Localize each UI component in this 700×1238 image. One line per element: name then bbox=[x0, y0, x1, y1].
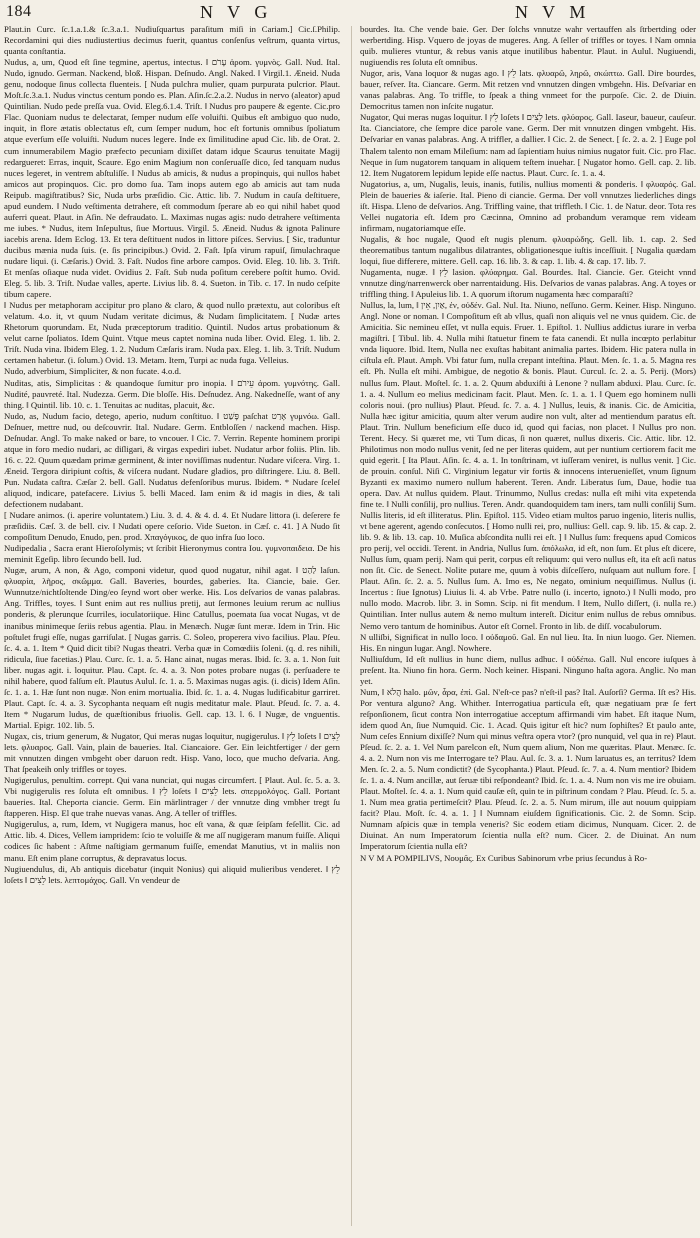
entry-paragraph: Nugigerulus, a, rum, Idem, vt Nugigera manus, hoc eſt vana, & quæ ſeipſam feſellit. Cic. ad Attic. lib. 4. Dices, Vellem iampridem: ſcio te voluiſſe & me aſſ nugigeram manum fuiſſe. Aliqui codices ſic habent : Aſtme naſtigiam germanum fuiſſe, emendat Manutius, vt in maliis non manu. Eſt enim plane corruptus, & depravatus locus. bbox=[4, 819, 340, 863]
entry-paragraph: Nugigerulus, penultim. corrept. Qui vana nunciat, qui nugas circumfert. [ Plaut. Aul. ſc. 5. a. 3. Vbi nugigerulis res ſoluta eſt omnibus. ‖ לֵץ loſets ‖ לֵצִים lets. σπερμολόγος. Gall. Portant baueries. Ital. Cheporta ciancie. Germ. Ein märlintrager / der vnnutze ding vmbher tregt ſu ſtapperen. Hisp. El que trahe nuevas vanas. Ang. A teller of triffles. bbox=[4, 775, 340, 819]
entry-paragraph: Num, ‖ הֲלֹא halo. μῶν, ἆρα, ἐπί. Gal. N'eſt-ce pas? n'eſt-il pas? Ital. Auſorſi? Germa. Iſt es? His. Por ventura alguno? Ang. Whither. Interrogatiua particula eſt, quæ negatiuam præ ſe fert reſponſionem, ſicut contra Non interrogatiue acceptum affirmandi vim habet. Eſt itaque Num, idem quod An, ſiue Numquid. Cic. 1. Acad. Quis igitur eſt hic? num ſophiſtes? Et paulo ante, Num ceſes Ennium dixiſſe? Num qui minus veſtra opera vtor? (pro nunquid, vel qua in re) Plaut. Pſeud. ſc. 2. a. 1. Vel Num parelcon eſt, Num quem alium, Non me quæritas. Plaut. Menæc. ſc. 4. a. 2. Num non vis me Interrogare te? Plau. Aul. ſc. 3. a. 1. Num laruatus es, an territus? Idem Men. ſc. 2. a. 5. Num condictit? (de Sycophanta.) Plaut. Pſeud. ſc. 7. a. 4. Num mentior? Ibidem ſc. 1. a. 4. Num ancillæ, aut ſeruæ tibi reſpondeant? Ibid. ſc. 1. a. 4. Num non vis me ire obuiam. Plaut. Moſtel. ſc. 4. a. 1. Num quid cauſæ eſt, quin te in piſtrinum condam ? Plau. Pſeud. ſc. 5. a. 1. Num mea gratia pertimeſcit? Plau. Pſeud. ſc. 2. a. 5. Num mirum, ille aut nouum quippiam facit? Plau. Moſt. ſc. 4. a. 1. ] ‖ Numnam eiuſdem ſignificationis. Cic. 2. de Somn. Scip. Numnam aſpicis quæ in templa veneris? Sic eodem etiam dicimus, Nunquam. Cicer. 2. de Diuinat. An num Imperatorum ſcientia nulla eſt? num. Cicer. 2. de Diuinat. An num Imperatorum ſcientia nulla eſt? bbox=[360, 686, 696, 852]
entry-paragraph: Nugator, Qui meras nugas loquitur. ‖ לֵץ loſets ‖ לֵצִים lets. φλύαρος. Gall. Iaseur, baueur, cauſeur. Ita. Cianciatore, che ſempre dice parole vane. Germ. Der mit vnnutzen dingen vmbgeht. His. Deſvariar en vanas palabras. Ang. A triffler, a dallier. ‖ Cic. 2. de Senect. [ ſc. 2. a. 2. ] Euge pol Thalem talento non emam Mileſium: nam ad ſapientiam huius nimius nugator fuit. Cic. pro Flac. Neque in ſum nugatorem tanquam in aliquem teſtem inuehar. [ Nugator homo. Gell. cap. 2. lib. 12. Item Nugatorem lepidum lepide eſſe nactus. Plaut. Curc. ſc. 1. a. 4. bbox=[360, 112, 696, 178]
right-column bbox=[360, 24, 696, 1229]
page-header bbox=[0, 2, 700, 26]
entry-paragraph: bourdes. Ita. Che vende baie. Ger. Der ſolchs vnnutze wahr vertauffen als ſtrbertding oder werbertding. Hisp. Vquero de joyas de mugeres. Ang. A ſeller of triffles or toyes. ‖ Nam omnia quib. mulieres vtuntur, & rebus vanis atque inutilibus habentur. Plaut. in Aulul. Nugiuendi, nugiuendis res ſoluta eſt omnibus. bbox=[360, 24, 696, 68]
entry-paragraph: Nugamenta, nugæ. ‖ לֵץ lasion. φλύαρημα. Gal. Bourdes. Ital. Ciancie. Ger. Gteicht vnnd vnnutze ding/narrenwerck ober narrentaidung. His. Deſvarios de vanas palabras. Ang. A toyes or triffling thing. ‖ Apuleius lib. 1. A quorum iſtorum nugamenta hæc comparaſti? bbox=[360, 267, 696, 300]
entry-paragraph: Nudo, as, Nudum facio, detego, aperio, nudum conſtituo. ‖ פָּשַׁט paſchat אָרַט γυμνόω. Gall. Deſnuer, mettre nud, ou deſcouvrir. Ital. Nudare. Germ. Entbloſſen / nackend machen. Hisp. Deſnudar. Angl. To make naked or bare, to vncouer. ‖ Cic. 7. Verrin. Repente hominem proripi atque in foro medio nudari, ac diſligari, & virgas expediri iubet. Nudatur arbor foliis. Plin. lib. 16. c. 22. Quum quædam primæ germinent, & inter noviſſimas nudentur. Nudare viſcera. Virg. 1. Æneid. Tergora diripiunt coſtis, & viſcera nudant. Nudare gladios, pro diſtringere. Liu. 8. Bell. Pun. Nudata caſtra. Cæſar 2. bell. Gall. Nudatus defenſoribus murus. Ibidem. * Nudare ſceleſ aliquod, indicare, patefacere. Livius 5. belli Maced. Iam enim & id magis in dies, & tali defectionem nudabant. bbox=[4, 410, 340, 510]
entry-paragraph: Plaut.in Curc. ſc.1.a.1.& ſc.3.a.1. Nudiuſquartus paraſitum miſi in Cariam.] Cic.ſ.Philip. Recordamini qui dies nudiustertius decimus fuerit, quantus conſenſus veſtrum, quanta virtus, quanta conſtantia. bbox=[4, 24, 340, 57]
entry-paragraph: Nugalis, & hoc nugale, Quod eſt nugis plenum. φλυαρώδης. Gell. lib. 1. cap. 2. Sed theorematibus tantum nugalibus dilatrantes, obligationesque iuſtis inceſſiuit. [ Nugalia quædam loqui, ſiue differere, mittere. Gell. cap. 16. lib. 3. & cap. 1. lib. 4. & cap. 17. lib. 7. bbox=[360, 233, 696, 266]
entry-paragraph: Nuditas, atis, Simplicitas : & quandoque ſumitur pro inopia. ‖ עֵירֹם ἀρom. γυμνότης. Gall. Nudité, pauvreté. Ital. Nudezza. Germ. Die bloſſe. His. Deſnudez. Ang. Nakedneſſe, want of any thing. ‖ Quintil. lib. 10. c. 1. Tenuitas ac nuditas, placuit, &c. bbox=[4, 377, 340, 410]
column-divider bbox=[351, 26, 352, 1226]
entry-paragraph: [ Nudare animos. (i. aperire voluntatem.) Liu. 3. d. 4. & 4. d. 4. Et Nudare littora (i. deſerere fe præſidiis. Cæſ. 3. de bell. civ. ‖ Nudati opere ceſorio. Vide Sueton. in Cæſ. c. 41. ] A Nudo ſit compoſitum Denudo, Enudo, pen. prod. Χπαγόγικος, de quo infra ſuo loco. bbox=[4, 510, 340, 543]
entry-paragraph: Nudo, adverbium, Simpliciter, & non fucate. 4.o.d. bbox=[4, 366, 181, 377]
entry-paragraph: Nugax, cis, trium generum, & Nugator, Qui meras nugas loquitur, nugigerulus. ‖ לֵץ loſets ‖ לֵצִים lets. φλυαρος. Gall. Vain, plain de baueries. Ital. Ciancaiore. Ger. Ein leichtfertiger / der gern mit vnnutzen dingen vmbgeht ober daruon redt. Hisp. Vano, loco, que mucho deſvaria. Ang. That ſpeakeih only triffles or toyes. bbox=[4, 731, 340, 775]
running-head-left: N V G bbox=[200, 2, 273, 22]
entry-paragraph: Nulliuſdum, Id eſt nullius in hunc diem, nullus adhuc. ‖ οὐδέπω. Gall. Nul encore iuſques à preſent. Ita. Niuno fin hora. Germ. Noch keiner. Hispani. Ninguno haſta agora. Anglic. No man yet. bbox=[360, 653, 696, 686]
entry-paragraph: Nudipedalia , Sacra erant Hieroſolymis; vt ſcribit Hieronymus contra Iou. γυμνοπαιδεια. De his meminit Egeſip. libro ſecundo bell. Iud. bbox=[4, 543, 340, 565]
running-head-right: N V M bbox=[515, 2, 591, 22]
entry-paragraph: Nullus, la, lum, ‖ אַיִן, אֵין, ἐν, οὐδέν. Gal. Nul. Ita. Niuno, neſſuno. Germ. Keiner. Hisp. Ninguno. Angl. None or noman. ‖ Compoſitum eſt ab vllus, quaſi non aliquis vel ne vnus quidem. Cic. de Amicitia. Sic nemineu eſſet, vt nulla equis. Fruer. 1. Epiſtol. 1. Nullius addictus iurare in verba magiſtri. [ Tibul. lib. 4. Nulla mihi ſtatuetur finem te fata canendi. Et nulla incœpto perlabitur vnda liquore. Ibid. Item, Nulla nec exuſtas habitant animalia partes. Ibidem. Hic patera nulla in ciſtula eſt. Plaut. Amph. Vbi fatur ſum, nulla crepant inteſtina. Plaut. Men. ſc. 1. a. 5. Magna res eſt. Ph. Nulla eſt mihi. Ambigue, de negotio & bonis. Plaut. Curcul. ſc. 2. a. 5. Perij. (Mors) nullus ſum. Plaut. Moſtel. ſc. 1. a. 2. Quum abduxiſti à Lenone ? nullam abduxi. Plau. Curc. ſc. 1. a. 4. Nullum eo melius medicinam facit. Plaut. Men. ſc. 1. a. 1. ‖ Quem ego hominem nulli coloris noui. (pro nullius) Plaut. Pſeud. ſc. 7. a. 4. ] Nullus, leuis, & inanis. Cic. de Amicitia, Nulla hæc igitur amicitia, quum alter verum audire non vult, alter ad mentiendum paratus eſt. Plaut. Trin. Nullum beneficium eſſe duco id, quod qui facias, non placet. ‖ Nullus pro non. Terent. Hecy. Si quæret me, vti Tum dicas, ſi non quæret, nullus dixeris. Cic. Attic. libr. 12. Philotimus non modo nullus venit, ſed ne per literas quidem, aut per nuntium certiorem facit me quid egerit. [ Ita Plaut. Aſin. ſc. 4. a. 1. In tonſtrinam, vt iuſſeram veniret, is nullus venit. ] Cic. de prouin. conſul. Niſi C. Virginium legatur vir fortis & innocens interuenieſſet, vnum ſignum Byzanti ex maximo numero nullum haberent. Teren. Andr. Liberatus ſum, Daue, hodie tua opera. Dav. At nullus quidem. Plaut. Trinummo, Nullus credas: nulla eſt mihi vita expetenda fine te. ‖ Nulli conſilij, pro nullius. Teren. Andr. quandoquidem tam iners, tam nulli conſilij Sum. Nullis literis, id eſt illiteratus. Plin. Epiſtol. 115. Video etiam multos paruo ingenio, literis nullis, vt bene agerent, agendo conſecutos. [ Homo nulli rei, pro, nullius: Gell. cap. 9. lib. 15. & cap. 2. lib. 9. & lib. 13. cap. 10. Muſica abſcondita nulli rei eſt. ] ‖ Nullus ſum: frequens apud Comicos pro perij, vel occidi. Terent. in Andria, Nullus ſum. ἀπόλωλα, id eſt, non ſum. Et plus eſt dicere, Nullus ſum, quam perij. Nam qui perit, corpus eſt reliquum: qui vero nullus eſt, ita eſt acſi natus non ſit. Cic. de Senect. Nolite putare me, quum à vobis diſceſſero, nuſquam aut nullum fore. [ Plaut. Aſin. ſc. 2. a. 5. Nullus ſum. A. Imo es, Ne negato, ominium nequiſſimus. Nullus (i. Incertus : ſiue Ignotus) Liuius li. 4. ab Vrbe. Patre nullo (i. incerto, ignoto.) ‖ Nulli modo, pro nullo modo. Macrob. libr. 3. in Somn. Scip. ni fit mendum. ‖ Item, Nullo diſſert, (i. nulla re.) Quintilian. Inter nullus autem & nemo multum intereſt. Dicitur enim nullus de rebus omnibus. Nemo vero tantum de hominibus. Autor eſt Cornel. Fronto in lib. de diſſ. vocabulorum. bbox=[360, 300, 696, 631]
entry-paragraph: N V M A POMPILIVS, Νουμᾶς. Ex Curibus Sabinorum vrbe prius ſecundus à Ro- bbox=[360, 852, 648, 863]
entry-paragraph: ‖ Nudus per metaphoram accipitur pro plano & claro, & quod nullo prætextu, aut coloribus eſt velatum. 4.o. it, vt quum Nudam veritate dicimus, & Nudam ſimplicitatem. [ Nudæ artes Rhetorum quorundam. Et, Nuda præceptorum traditio. Quintil. Nudos artus probationum & velut carne ſpoliatos. Idem Quint. Vtque meus captet nomina nuda liber. Ovid. Eleg. 1. lib. 2. Triſt. Nuda vina. Ibidem Eleg. 1. 2. Nudum Cæſaris iram. Nuda pax. Eleg. 1. lib. 3. Triſt. Nudum certamen habetur. (i. ſolum.) Ovid. 13. Metam. Item, Turpi ac nuda fuga. Velleius. bbox=[4, 300, 340, 366]
entry-paragraph: Nugæ, arum, A non, & Ago, componi videtur, quod quod nugatur, nihil agat. ‖ לַהַט laſun. φλυαρία, λῆρος, σκῶμμα. Gall. Baveries, bourdes, gaberies. Ita. Ciancie, baie. Ger. Wunnutze/nichtſoltende Ding/eo ſeynd wort ober werke. His. Los deſvarios de vanas palabras. Ang. Triffles, toyes. ‖ Sunt enim aut res nullius pretij, aut ſermones leuium rerum ac nullius ponderis, & plerunque ſcurriles, ioculatoriique. Hinc Catullus, poemata ſua vocat Nugas, vt de inanibus minimeque ſeriis rebus agentia. Plau. in Menæch. Nugæ ſunt meræ. Idem in Trin. Hic poſtulet frugi eſſe, nugas garriſulat. [ Nugas garris. C. Soleo, properera vivo facilius. Plau. Pſeu. ſc. 4. a. 1. Item * Quid dicit tibi? Nugas theatri. Verba quæ in Comœdiis ſoleni. (q. d. res nihili, ridicula, ſiue facetias.) Plau. Curc. ſc. 1. a. 5. Hanc ainat, nugas meras. Ibid. ſc. 3. a. 1. Non ſuit liber. nugas agit. i. loquitur. Plau. Capt. ſc. 4. a. 3. Non potes probare nugas (i. perſuadere te nihil habere, quod falſum eſt. Plautus Aulul. ſc. 1. a. 5. Maximas nugas agis. (i. dicis) Idem Aſin. ſc. 1. a. 1. Hæ ſunt non nugæ. Non enim mortualia. Ibid. ſc. 1. a. 4. Nugas ludificabitur garriret. Plaut. Capt. ſc. 4. a. 3. Sycophanta nequam eſt nugis meditatur male. Plaut. Pſeud. ſc. 7. a. 4. Item * Nugarum ludus, de quæſtionibus friuolis. Gell. cap. 13. l. 6. ‖ Nugæ, de vnguentis. Martial. Epigr. 102. lib. 5. bbox=[4, 565, 340, 730]
entry-paragraph: Nugiuendulus, di, Ab antiquis dicebatur (inquit Nonius) qui aliquid mulieribus venderet. ‖ לֵץ loſets ‖ לֵצִים lets. λεπτομάχος. Gall. Vn vendeur de bbox=[4, 863, 340, 885]
entry-paragraph: Nugatorius, a, um, Nugalis, leuis, inanis, futilis, nullius momenti & ponderis. ‖ φλυαρός. Gal. Plein de baueries & iaſerie. Ital. Pieno di ciancie. Germa. Der voll vnnutzes liederliches dings iſt. Hispa. Lleno de deſvarios. Ang. Triffling vaine, that triffleth. ‖ Cic. 1. de Natur. deor. Tota res Vellei nugatoria eſt. Idem pro Cæcinna, Omnino ad probandum veramque rem videam infirmam, nugatoriamque eſſe. bbox=[360, 178, 696, 233]
page-number: 184 bbox=[6, 3, 32, 20]
entry-paragraph: Nudus, a, um, Quod eſt ſine tegmine, apertus, intectus. ‖ עָרֹם ἀρom. γυμνὸς. Gall. Nud. Ital. Nudo, ignudo. German. Nackend, bloß. Hispan. Deſnudo. Angl. Naked. ‖ Virgil.1. Æneid. Nuda genu, nodoque ſinus collecta fluenteis. [ Nuda pulchra mulier, quam purpurata pulcrior. Plaut. Moſt.ſc.3.a.1. Nudus vinctus centum pondo es. Plan. Aſin.ſc.2.a.2. Nudus in nervo (aleator) apud Quintilian. Nudo pede preſſa vua. Ovid. Eleg.6.1.4. Triſt. ‖ Nudus pro paupere & egente. Cic.pro Flac. Quoniam nudus te delectarat, ſemper nudum eſſe voluiſti. Quibus eſt ambiguo quo nudo, inquit, in flore ætatis oblectatus eſt, cum ſemper nudum, hoc eſt fortunis omnibus ſpoliatum atque everſum eſſe voluiſti. Nudum nuces legere. Inde ex ſimilitudine apud Cic. lib. de Orat. 2. cum innumerabilem Magio præfecto pecuniam dixiſſet datam idque Scaurus tenuitate Magij redargueret: Erras, inquit, Scaure. Ego enim Magium non conſeruaſſe dico, ſed tanquam nudus nuces legeret, in ventrem abſtuliſſe. ‖ Nudus ab amicis, & nudus a propinquis, qui nullos habet amicos aut propinquos. Cic. pro domo ſua. Tam inops autem ego ab amicis aut tam nuda Reipub. magiſtratibus? Sic, Nuda urbs præſidio. Cic. Attic. lib. 7. Nudum in cauſa deſtituere, apud eundem. ‖ Nudo veſtimenta detrahere, eſt commodum ſperare ab eo qui nihil habet quod auferri queat. Plaut. in Aſin. Ne defraudato. L. Maximas nugas agis: nudo detrahere veſtimenta me iubes. * Nudus, item Inſepultus, ſiue Mortuus. Virgil. 5. Æneid. Nudus & ignota Palinure iacebis arena. Idem Eclog. 13. Et tera deſtituent nudos in littore piſces. Servius. [ Sic, traduntur ducibus mænia nuda ſuis. (e. ſis principibus.) Ovid. 2. Faſt. Ipſa virum rapuiſ, ſimulachraque nudare liqui. (i. Cæſaris.) Ovid. 3. Faſt. Nudos fine arbore campos. Ovid. Eleg. 10. lib. 3. Triſt. Et menſas oſiaque nuda videt. Ovidius 2. Faſt. Sub nuda poſitum cerebere poſtit humo. Ovid. Eleg. 5. lib. 3. Triſt. Nudae valles, aperte. Livius lib. 8. 4. Sueton. in Tib. c. 17. In nudo ceſpite tibum capere. bbox=[4, 57, 340, 300]
entry-paragraph: Nugor, aris, Vana loquor & nugas ago. ‖ לֵץ lats. φλυαρῶ, ληρῶ, σκώπτω. Gall. Dire bourdes, bauer, reſver. Ita. Ciancare. Germ. Mit retzen vnd vnnutzen dingen vmbgehn. His. Deſvariar en vanas palabras. Ang. To triffle, to ſpeak a thing vnmeet for the purpoſe. Cic. 2. de Diuin. Democritus tamen non inſcite nugatur. bbox=[360, 68, 696, 112]
entry-paragraph: N ulliſbi, Significat in nullo loco. ‖ οὐδαμοῦ. Gal. En nul lieu. Ita. In niun luogo. Ger. Niemen. His. En ningun lugar. Angl. Nowhere. bbox=[360, 631, 696, 653]
left-column bbox=[4, 24, 340, 1229]
